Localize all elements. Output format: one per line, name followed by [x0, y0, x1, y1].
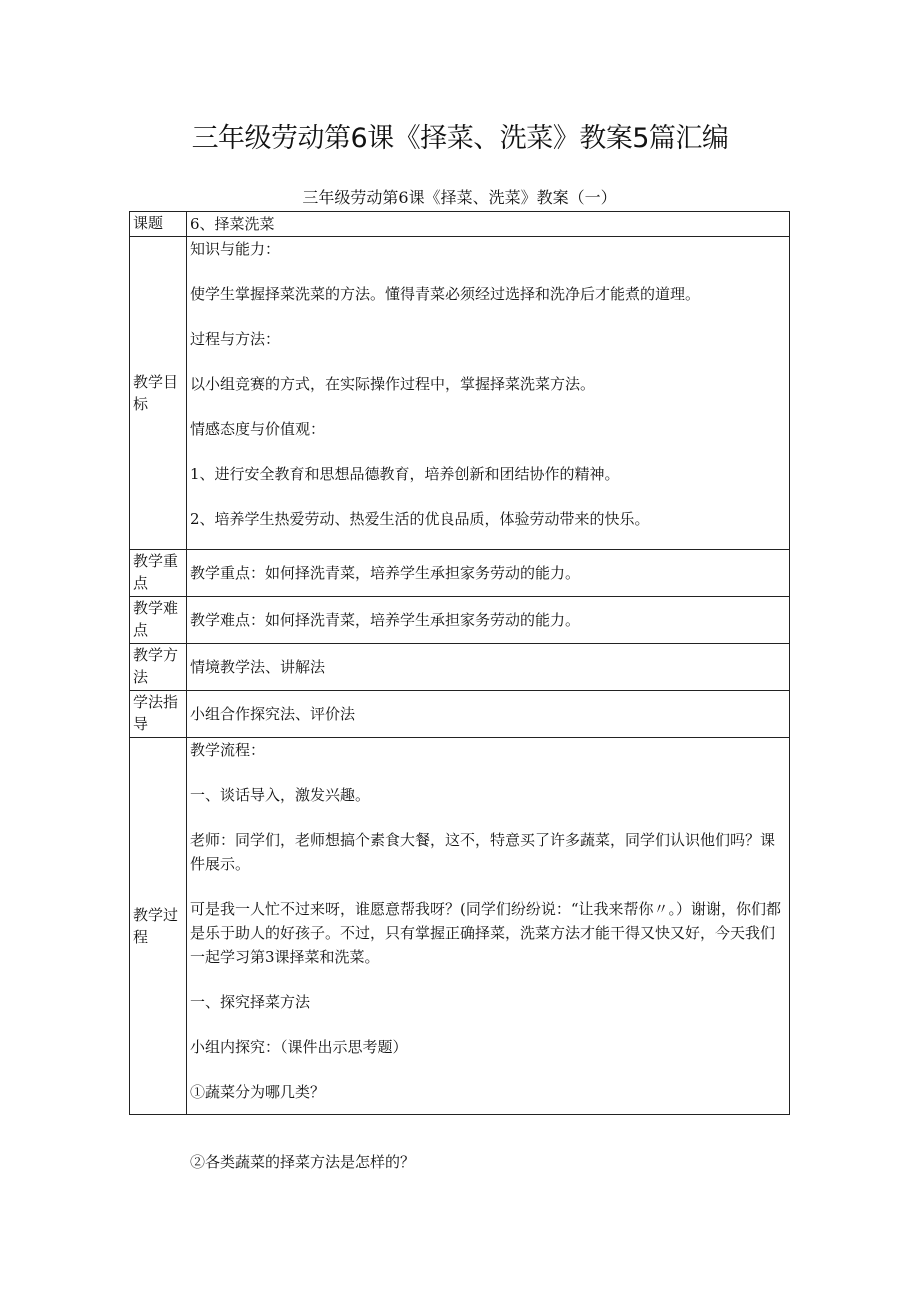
goal-paragraph: 以小组竞赛的方式，在实际操作过程中，掌握择菜洗菜方法。 [190, 375, 596, 393]
value-teaching-method: 情境教学法、讲解法 [187, 644, 790, 691]
row-learning-method [130, 691, 790, 738]
label-topic: 课题 [130, 212, 187, 237]
row-process [130, 738, 790, 1115]
goal-paragraph: 1、进行安全教育和思想品德教育，培养创新和团结协作的精神。 [190, 465, 620, 483]
process-paragraph: ①蔬菜分为哪几类？ [190, 1083, 326, 1101]
process-content [187, 738, 790, 1115]
goal-paragraph: 过程与方法： [190, 330, 281, 348]
goals-content [187, 237, 790, 550]
lesson-plan-table [129, 211, 790, 1115]
goal-paragraph: 知识与能力： [190, 240, 281, 258]
process-paragraph: 小组内探究：（课件出示思考题） [190, 1038, 408, 1056]
value-learning-method: 小组合作探究法、评价法 [187, 691, 790, 738]
row-topic [130, 212, 790, 237]
goal-paragraph: 情感态度与价值观： [190, 420, 326, 438]
value-difficulty: 教学难点：如何择洗青菜，培养学生承担家务劳动的能力。 [187, 597, 790, 644]
row-goals [130, 237, 790, 550]
process-paragraph: 老师：同学们，老师想搞个素食大餐，这不，特意买了许多蔬菜，同学们认识他们吗？课件展示。 [190, 831, 776, 873]
goal-paragraph: 使学生掌握择菜洗菜的方法。懂得青菜必须经过选择和洗净后才能煮的道理。 [190, 285, 701, 303]
process-paragraph: 一、谈话导入，激发兴趣。 [190, 786, 371, 804]
label-learning-method: 学法指导 [130, 691, 187, 738]
label-goals: 教学目标 [130, 237, 187, 550]
goal-paragraph: 2、培养学生热爱劳动、热爱生活的优良品质，体验劳动带来的快乐。 [190, 510, 650, 528]
document-title: 三年级劳动第6课《择菜、洗菜》教案5篇汇编 [191, 123, 729, 154]
process-paragraph: 可是我一人忙不过来呀，谁愿意帮我呀？(同学们纷纷说：“让我来帮你〃。）谢谢，你们都是乐于助人的好孩子。不过，只有掌握正确择菜，洗菜方法才能干得又快又好，今天我们一起学习第3课择菜和洗菜。 [190, 900, 782, 966]
label-teaching-method: 教学方法 [130, 644, 187, 691]
process-paragraph: 一、探究择菜方法 [190, 993, 311, 1011]
value-topic: 6、择菜洗菜 [187, 212, 790, 237]
process-paragraph: 教学流程： [190, 741, 266, 759]
value-key-point: 教学重点：如何择洗青菜，培养学生承担家务劳动的能力。 [187, 550, 790, 597]
lesson-subtitle: 三年级劳动第6课《择菜、洗菜》教案（一） [302, 188, 617, 207]
row-key-point [130, 550, 790, 597]
trailing-question: ②各类蔬菜的择菜方法是怎样的？ [190, 1153, 416, 1171]
row-teaching-method [130, 644, 790, 691]
label-key-point: 教学重点 [130, 550, 187, 597]
label-process: 教学过程 [130, 738, 187, 1115]
label-difficulty: 教学难点 [130, 597, 187, 644]
row-difficulty [130, 597, 790, 644]
